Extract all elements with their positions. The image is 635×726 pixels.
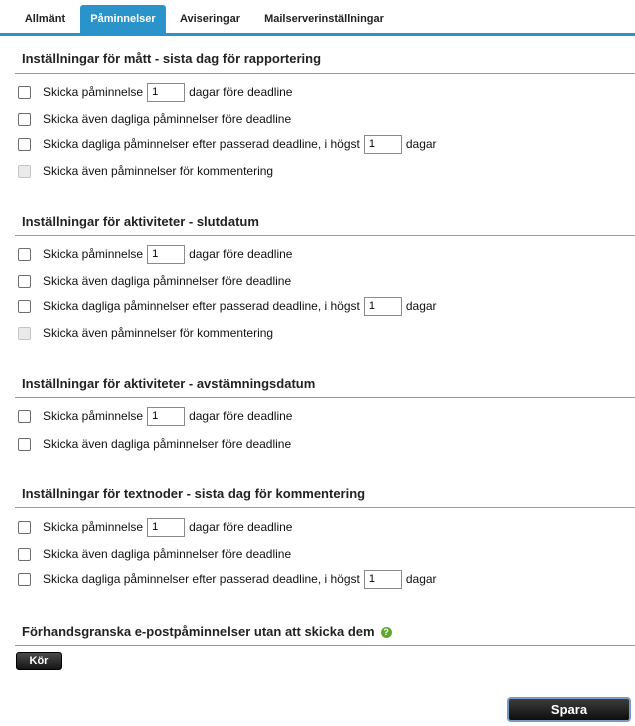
save-button[interactable]: Spara bbox=[507, 697, 631, 722]
section-title-textnoder: Inställningar för textnoder - sista dag för kommentering bbox=[22, 486, 366, 501]
avst-send-reminder-days-input[interactable] bbox=[147, 407, 185, 426]
avst-daily-before-checkbox[interactable] bbox=[18, 438, 31, 451]
matt-send-reminder-days-input[interactable] bbox=[147, 83, 185, 102]
slut-comment-label: Skicka även påminnelser för kommentering bbox=[43, 326, 274, 340]
text-daily-before-row bbox=[18, 544, 291, 564]
matt-send-reminder-suffix: dagar före deadline bbox=[189, 85, 293, 99]
tab-general[interactable]: Allmänt bbox=[24, 13, 66, 25]
matt-daily-after-suffix: dagar bbox=[405, 137, 437, 151]
help-icon[interactable]: ? bbox=[381, 627, 392, 638]
text-daily-after-days-input[interactable] bbox=[364, 570, 402, 589]
divider bbox=[15, 235, 635, 236]
slut-daily-before-checkbox[interactable] bbox=[18, 275, 31, 288]
avst-send-reminder-checkbox[interactable] bbox=[18, 410, 31, 423]
matt-send-reminder-row bbox=[18, 82, 292, 102]
text-daily-after-row bbox=[18, 569, 437, 589]
slut-send-reminder-label: Skicka påminnelse bbox=[43, 247, 144, 261]
slut-daily-after-row bbox=[18, 296, 437, 316]
avst-send-reminder-label: Skicka påminnelse bbox=[43, 409, 144, 423]
slut-send-reminder-checkbox[interactable] bbox=[18, 248, 31, 261]
avst-send-reminder-suffix: dagar före deadline bbox=[189, 409, 293, 423]
slut-daily-after-checkbox[interactable] bbox=[18, 300, 31, 313]
text-send-reminder-label: Skicka påminnelse bbox=[43, 520, 144, 534]
slut-send-reminder-row bbox=[18, 244, 292, 264]
text-send-reminder-checkbox[interactable] bbox=[18, 521, 31, 534]
slut-daily-before-row bbox=[18, 271, 291, 291]
divider bbox=[15, 645, 635, 646]
slut-send-reminder-days-input[interactable] bbox=[147, 245, 185, 264]
matt-comment-row bbox=[18, 161, 273, 181]
matt-daily-before-label: Skicka även dagliga påminnelser före deadline bbox=[43, 112, 292, 126]
section-title-avstamningsdatum: Inställningar för aktiviteter - avstämningsdatum bbox=[22, 376, 316, 391]
tab-bar bbox=[0, 0, 635, 36]
text-daily-after-checkbox[interactable] bbox=[18, 573, 31, 586]
text-daily-after-label: Skicka dagliga påminnelser efter passerad deadline, i högst bbox=[43, 572, 360, 586]
matt-daily-before-checkbox[interactable] bbox=[18, 113, 31, 126]
slut-daily-after-suffix: dagar bbox=[405, 299, 437, 313]
text-daily-before-label: Skicka även dagliga påminnelser före deadline bbox=[43, 547, 292, 561]
avst-send-reminder-row bbox=[18, 406, 292, 426]
slut-send-reminder-suffix: dagar före deadline bbox=[189, 247, 293, 261]
matt-comment-checkbox[interactable] bbox=[18, 165, 31, 178]
avst-daily-before-label: Skicka även dagliga påminnelser före deadline bbox=[43, 437, 292, 451]
run-button[interactable]: Kör bbox=[16, 652, 62, 670]
text-daily-before-checkbox[interactable] bbox=[18, 548, 31, 561]
matt-daily-after-days-input[interactable] bbox=[364, 135, 402, 154]
matt-send-reminder-checkbox[interactable] bbox=[18, 86, 31, 99]
divider bbox=[15, 73, 635, 74]
matt-daily-after-label: Skicka dagliga påminnelser efter passerad deadline, i högst bbox=[43, 137, 360, 151]
matt-comment-label: Skicka även påminnelser för kommentering bbox=[43, 164, 274, 178]
divider bbox=[15, 507, 635, 508]
section-title-matt: Inställningar för mått - sista dag för rapportering bbox=[22, 51, 322, 66]
tab-notifications[interactable]: Aviseringar bbox=[179, 13, 241, 25]
matt-daily-after-row bbox=[18, 134, 437, 154]
slut-comment-checkbox[interactable] bbox=[18, 327, 31, 340]
divider bbox=[15, 397, 635, 398]
slut-daily-after-days-input[interactable] bbox=[364, 297, 402, 316]
preview-title: Förhandsgranska e-postpåminnelser utan att skicka dem bbox=[22, 624, 375, 639]
text-send-reminder-suffix: dagar före deadline bbox=[189, 520, 293, 534]
slut-daily-after-label: Skicka dagliga påminnelser efter passerad deadline, i högst bbox=[43, 299, 360, 313]
text-daily-after-suffix: dagar bbox=[405, 572, 437, 586]
text-send-reminder-days-input[interactable] bbox=[147, 518, 185, 537]
slut-daily-before-label: Skicka även dagliga påminnelser före deadline bbox=[43, 274, 292, 288]
tab-reminders[interactable]: Påminnelser bbox=[80, 5, 166, 33]
text-send-reminder-row bbox=[18, 517, 292, 537]
section-title-slutdatum: Inställningar för aktiviteter - slutdatum bbox=[22, 214, 259, 229]
tab-mailserver-settings[interactable]: Mailserverinställningar bbox=[264, 13, 384, 25]
matt-daily-after-checkbox[interactable] bbox=[18, 138, 31, 151]
preview-section bbox=[22, 624, 392, 639]
matt-send-reminder-label: Skicka påminnelse bbox=[43, 85, 144, 99]
avst-daily-before-row bbox=[18, 434, 291, 454]
matt-daily-before-row bbox=[18, 109, 291, 129]
slut-comment-row bbox=[18, 323, 273, 343]
